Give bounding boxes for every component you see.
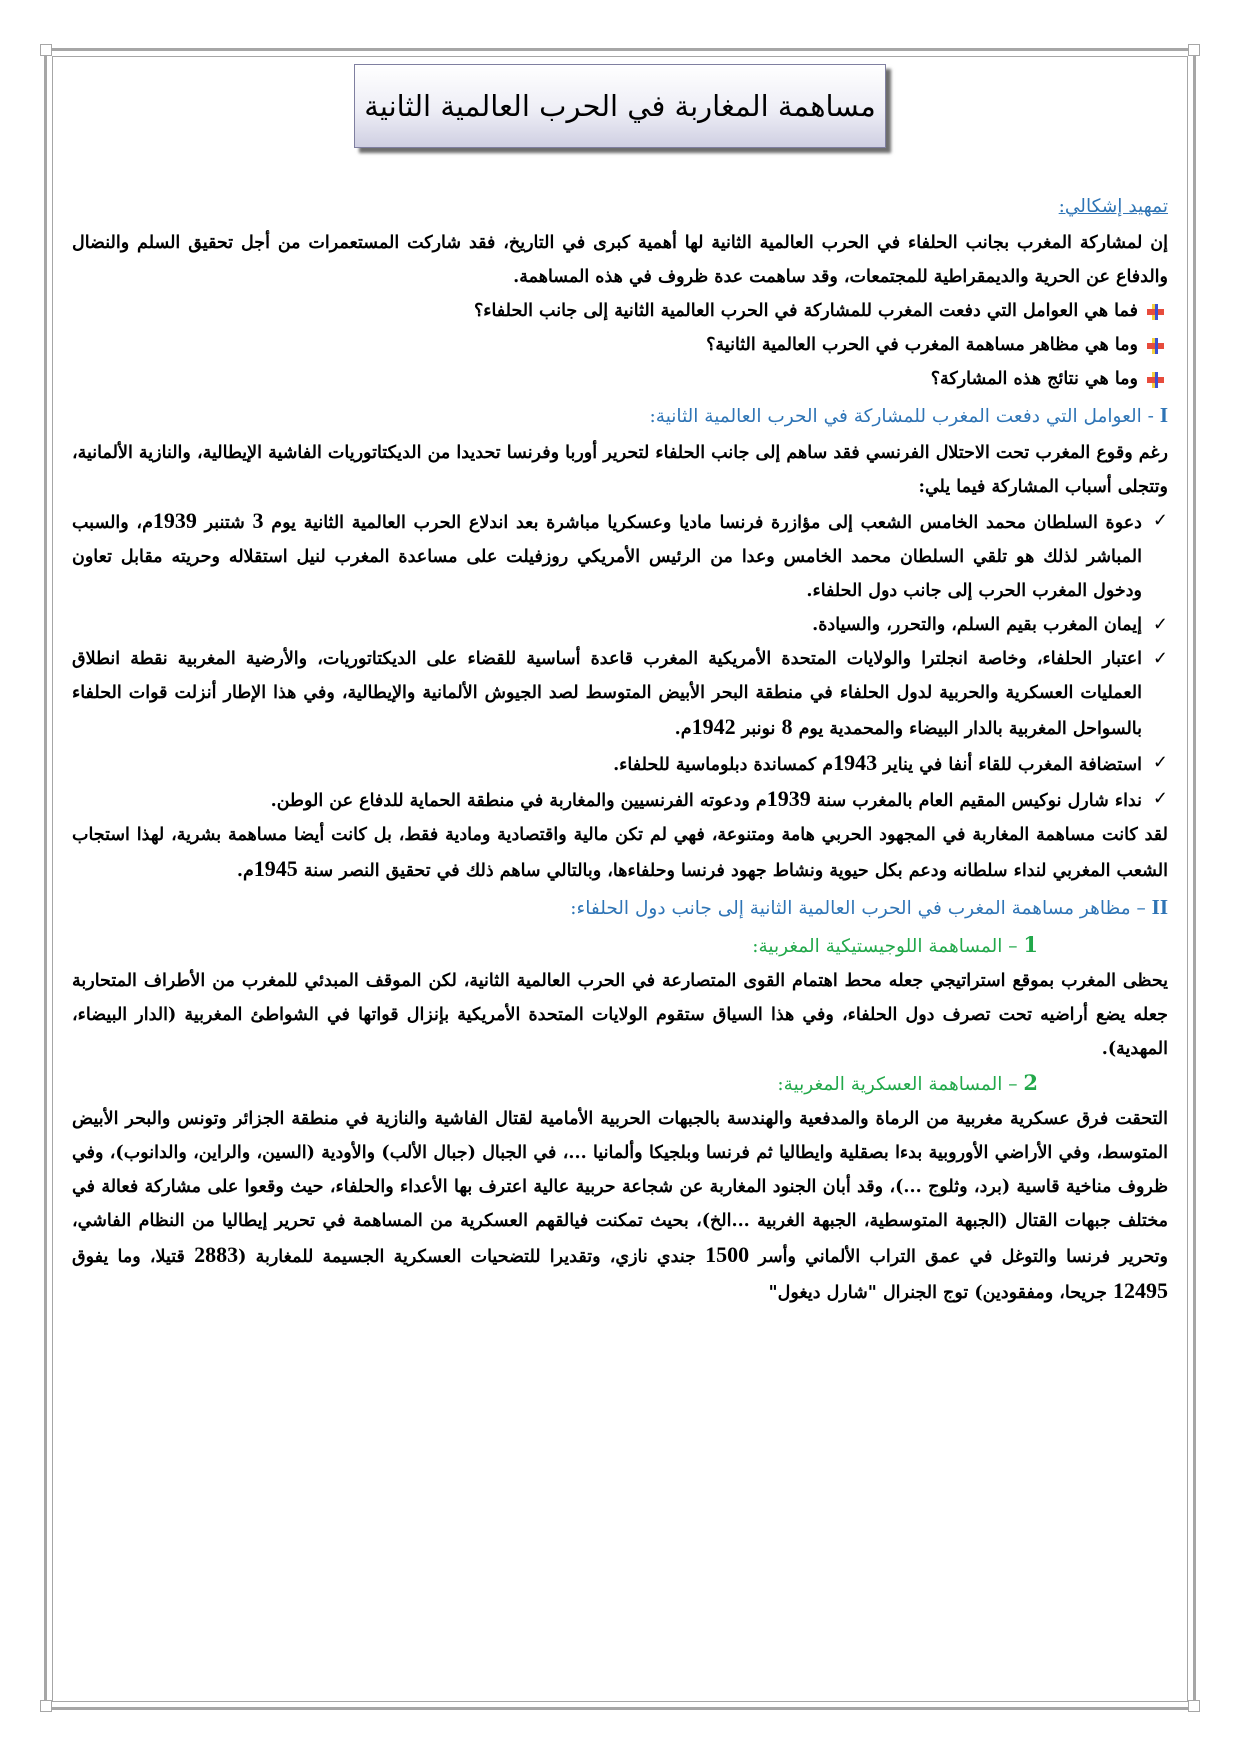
- question-item: فما هي العوامل التي دفعت المغرب للمشاركة في الحرب العالمية الثانية إلى جانب الحلفاء؟: [72, 294, 1168, 328]
- list-item: ✓ استضافة المغرب للقاء أنفا في يناير 1943م كمساندة دبلوماسية للحلفاء.: [72, 746, 1168, 782]
- section-2-heading: II – مظاهر مساهمة المغرب في الحرب العالمية الثانية إلى جانب دول الحلفاء:: [570, 895, 1168, 919]
- corner-ornament: [40, 44, 52, 56]
- title-box: [354, 64, 886, 148]
- corner-ornament: [40, 1700, 52, 1712]
- list-item: ✓ إيمان المغرب بقيم السلم، والتحرر، والسيادة.: [72, 608, 1168, 642]
- intro-heading: تمهيد إشكالي:: [1058, 196, 1168, 217]
- intro-paragraph: إن لمشاركة المغرب بجانب الحلفاء في الحرب العالمية الثانية لها أهمية كبرى في التاريخ، فقد شاركت المستعمرات من أجل تحقيق السلم والنضال والدفاع عن الحرية والديمقراطية للمجتمعات، وقد ساهمت عدة ظروف في هذه المساهمة.: [72, 233, 1168, 287]
- colored-cross-bullet-icon: [1146, 303, 1166, 321]
- subsection-1-heading: 1 – المساهمة اللوجيستيكية المغربية:: [752, 932, 1038, 957]
- list-item: ✓ اعتبار الحلفاء، وخاصة انجلترا والولايات المتحدة الأمريكية المغرب قاعدة أساسية للقضاء على الديكتاتوريات، والأرضية المغربية نقطة انطلاق العمليات العسكرية والحربية لدول الحلفاء في منطقة البحر الأبيض المتوسط لصد الجيوش الألمانية والإيطالية، وفي هذا الإطار أنزلت قوات الحلفاء بالسواحل المغربية بالدار البيضاء والمحمدية يوم 8 نونبر 1942م.: [72, 642, 1168, 746]
- subsection-2-heading: 2 – المساهمة العسكرية المغربية:: [777, 1070, 1038, 1095]
- list-item: ✓ دعوة السلطان محمد الخامس الشعب إلى مؤازرة فرنسا ماديا وعسكريا مباشرة بعد اندلاع الحرب العالمية الثانية يوم 3 شتنبر 1939م، والسبب المباشر لذلك هو تلقي السلطان محمد الخامس وعدا من الرئيس الأمريكي روزفيلت على مساعدة المغرب لنيل استقلاله وحريته مقابل تعاون ودخول المغرب الحرب إلى جانب دول الحلفاء.: [72, 504, 1168, 608]
- subsection-1-text: يحظى المغرب بموقع استراتيجي جعله محط اهتمام القوى المتصارعة في الحرب العالمية الثانية، لكن الموقف المبدئي للمغرب من الأطراف المتحاربة جعله يضع أراضيه تحت تصرف دول الحلفاء، وفي هذا السياق ستقوم الولايات المتحدة الأمريكية بإنزال قواتها في الشواطئ المغربية (الدار البيضاء، المهدية).: [72, 971, 1168, 1059]
- corner-ornament: [1188, 44, 1200, 56]
- question-item: وما هي نتائج هذه المشاركة؟: [72, 362, 1168, 396]
- section-1-heading: I - العوامل التي دفعت المغرب للمشاركة في الحرب العالمية الثانية:: [649, 403, 1168, 427]
- document-body: [72, 188, 1168, 1310]
- checkmark-icon: ✓: [1152, 752, 1168, 773]
- section-1-conclusion: لقد كانت مساهمة المغاربة في المجهود الحربي هامة ومتنوعة، فهي لم تكن مالية واقتصادية ومادية فقط، بل كانت أيضا مساهمة بشرية، لهذا استجاب الشعب المغربي لنداء سلطانه ودعم بكل حيوية ونشاط جهود فرنسا وحلفاءها، وبالتالي ساهم ذلك في تحقيق النصر سنة 1945م.: [72, 825, 1168, 881]
- subsection-2-text: التحقت فرق عسكرية مغربية من الرماة والمدفعية والهندسة بالجبهات الحربية الأمامية لقتال الفاشية والنازية في منطقة الجزائر وتونس والبحر الأبيض المتوسط، وفي الأراضي الأوروبية بدءا بصقلية وايطاليا ثم فرنسا وبلجيكا وألمانيا ...، في الجبال (جبال الألب) والأودية (السين، والراين، والدانوب)، وفي ظروف مناخية قاسية (برد، وثلوج ...)، وقد أبان الجنود المغاربة عن شجاعة حربية عالية اعترف بها الأعداء والحلفاء، حيث وقعوا على مشاركة فعالة في مختلف جبهات القتال (الجبهة المتوسطية، الجبهة الغربية ...الخ)، بحيث تمكنت فيالقهم العسكرية من المساهمة في تحرير إيطاليا من النظام الفاشي، وتحرير فرنسا والتوغل في عمق التراب الألماني وأسر 1500 جندي نازي، وتقديرا للتضحيات العسكرية الجسيمة للمغاربة (2883 قتيلا، وما يفوق 12495 جريحا، ومفقودين) توج الجنرال "شارل ديغول": [72, 1109, 1169, 1303]
- checkmark-icon: ✓: [1152, 510, 1168, 531]
- checkmark-icon: ✓: [1152, 648, 1168, 669]
- corner-ornament: [1188, 1700, 1200, 1712]
- list-item: ✓ نداء شارل نوكيس المقيم العام بالمغرب سنة 1939م ودعوته الفرنسيين والمغاربة في منطقة الحماية للدفاع عن الوطن.: [72, 782, 1168, 818]
- checkmark-icon: ✓: [1152, 788, 1168, 809]
- question-item: وما هي مظاهر مساهمة المغرب في الحرب العالمية الثانية؟: [72, 328, 1168, 362]
- colored-cross-bullet-icon: [1146, 337, 1166, 355]
- checkmark-icon: ✓: [1152, 614, 1168, 635]
- page-title: مساهمة المغاربة في الحرب العالمية الثانية: [364, 89, 876, 123]
- section-1-intro: رغم وقوع المغرب تحت الاحتلال الفرنسي فقد ساهم إلى جانب الحلفاء لتحرير أوربا وفرنسا تحديدا من الديكتاتوريات الفاشية الإيطالية، والنازية الألمانية، وتتجلى أسباب المشاركة فيما يلي:: [72, 443, 1168, 497]
- colored-cross-bullet-icon: [1146, 371, 1166, 389]
